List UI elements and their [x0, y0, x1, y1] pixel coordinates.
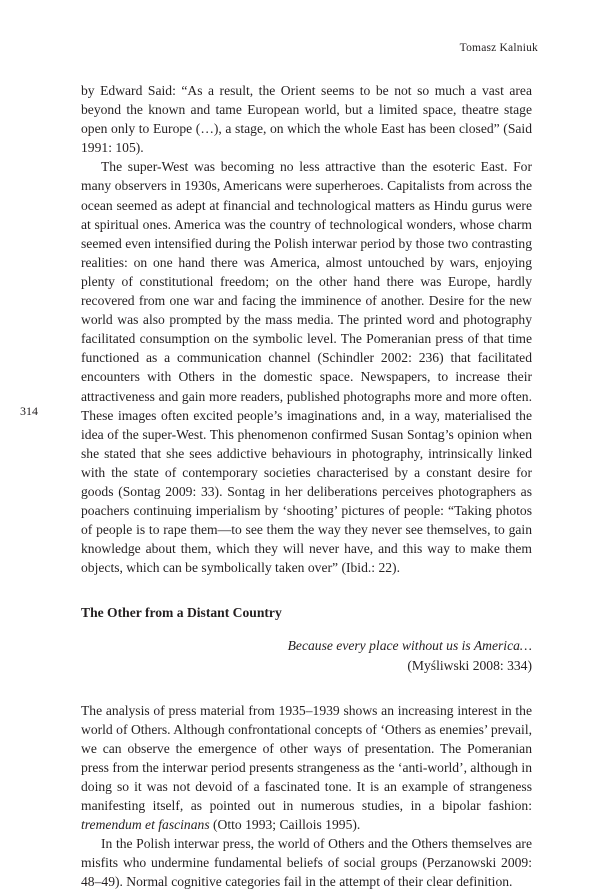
- italic-term: tremendum et fascinans: [81, 817, 210, 833]
- epigraph-source: (Myśliwski 2008: 334): [407, 657, 532, 673]
- paragraph-press-analysis-text: The analysis of press material from 1935–1939 shows an increasing interest in the world of Others. Although confrontational concepts of ‘Others as enemies’ prevail, we can observe the emergence of other ways of presentation. The Pomeranian press from the interwar period presents strangeness as the ‘anti-world’, although in doing so it was not devoid of a fascinated tone. It is an example of strangeness manifesting itself, as pointed out in numerous studies, in a bipolar fashion:: [81, 702, 532, 814]
- page-number: 314: [20, 404, 38, 418]
- section-heading: The Other from a Distant Country: [81, 605, 282, 621]
- main-text-column: [81, 81, 532, 892]
- paragraph-press-analysis-citation: (Otto 1993; Caillois 1995).: [209, 817, 361, 833]
- running-header-author: Tomasz Kalniuk: [459, 42, 538, 54]
- epigraph-quote: Because every place without us is America…: [287, 638, 532, 654]
- epigraph: [81, 636, 532, 674]
- paragraph-super-west: The super-West was becoming no less attractive than the esoteric East. For many observers in 1930s, Americans were superheroes. Capitalists from across the ocean seemed as adept at financial and technological matters as Hindu gurus were at spiritual ones. America was the country of technological wonders, whose charm seemed even intensified during the Polish interwar period by those two contrasting realities: on one hand there was America, almost untouched by wars, enjoying plenty of constitutional freedom; on the other hand there was Europe, hardly recovered from one war and facing the imminence of another. Desire for the new world was also prompted by the mass media. The printed word and photography facilitated consumption on the symbolic level. The Pomeranian press of that time functioned as a communication channel (Schindler 2002: 236) that facilitated encounters with Others in the domestic space. Newspapers, to increase their attractiveness and gain more readers, published photographs more and more often. These images often excited people’s imaginations and, in a way, materialised the idea of the super-West. This phenomenon confirmed Susan Sontag’s opinion when she stated that she sees addictive behaviours in photography, intrinsically linked with the state of contemporary societies characterised by a constant desire for goods (Sontag 2009: 33). Sontag in her deliberations perceives photographers as poachers continuing imperialism by ‘shooting’ pictures of people: “Taking photos of people is to rape them—to see them the way they never see themselves, to gain knowledge about them, which they will never have, and this way to make them objects, which can be symbolically taken over” (Ibid.: 22).: [81, 159, 532, 576]
- paragraph-press-analysis: [81, 701, 532, 835]
- paragraph-polish-interwar-press: In the Polish interwar press, the world of Others and the Others themselves are misfits who undermine fundamental beliefs of social groups (Perzanowski 2009: 48–49). Normal cognitive categories fail in the attempt of their clear definition.: [81, 836, 532, 890]
- paragraph-said-quote: by Edward Said: “As a result, the Orient seems to be not so much a vast area beyond the known and tame European world, but a limited space, theatre stage open only to Europe (…), a stage, on which the whole East has been closed” (Said 1991: 105).: [81, 83, 532, 156]
